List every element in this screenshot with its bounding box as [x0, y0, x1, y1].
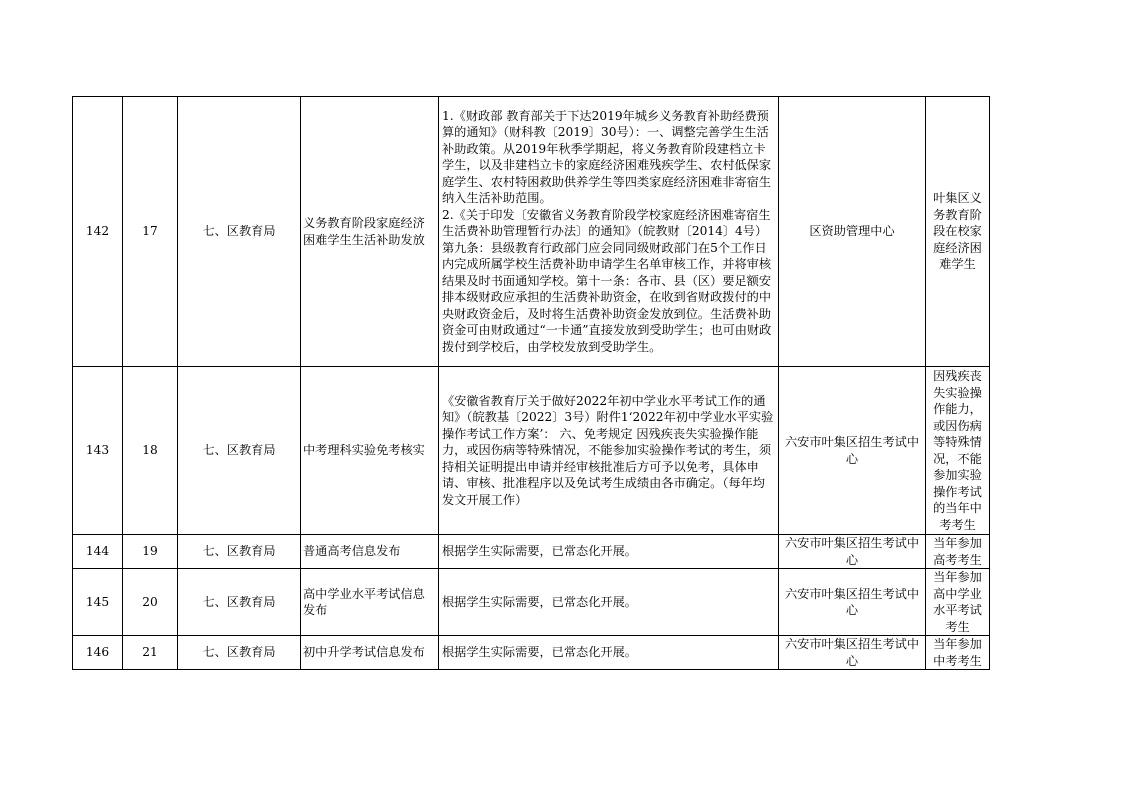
- row-agency-cell: 六安市叶集区招生考试中心: [779, 367, 926, 535]
- table-row: [73, 535, 990, 569]
- row-target-cell: 当年参加高考考生: [926, 535, 990, 569]
- row-item-cell: 普通高考信息发布: [301, 535, 439, 569]
- service-table: [72, 96, 990, 670]
- row-basis-text: 1.《财政部 教育部关于下达2019年城乡义务教育补助经费预算的通知》（财科教〔2019〕30号）：一、调整完善学生生活补助政策。从2019年秋季学期起，将义务教育阶段建档立卡学生，以及非建档立卡的家庭经济困难残疾学生、农村低保家庭学生、农村特困救助供养学生等四类家庭经济困难非寄宿生纳入生活补助范围。 2.《关于印发〔安徽省义务教育阶段学校家庭经济困难寄宿生生活费补助管理暂行办法〕的通知》（皖教财〔2014〕4号）第九条：县级教育行政部门应会同同级财政部门在5个工作日内完成所属学校生活费补助申请学生名单审核工作，并将审核结果及时书面通知学校。第十一条：各市、县（区）要足额安排本级财政应承担的生活费补助资金，在收到省财政拨付的中央财政资金后，及时将生活费补助资金发放到位。生活费补助资金可由财政通过“一卡通”直接发放到受助学生；也可由财政拨付到学校后，由学校发放到受助学生。: [442, 108, 772, 354]
- row-agency-cell: 区资助管理中心: [779, 97, 926, 367]
- row-basis-cell: [439, 636, 779, 670]
- row-basis-text: 根据学生实际需要，已常态化开展。: [442, 645, 637, 660]
- row-seq-cell: 145: [73, 569, 123, 636]
- table-row: [73, 367, 990, 535]
- row-basis-cell: [439, 367, 779, 535]
- row-seq-cell: 142: [73, 97, 123, 367]
- row-agency-cell: 六安市叶集区招生考试中心: [779, 569, 926, 636]
- row-item-cell: 高中学业水平考试信息发布: [301, 569, 439, 636]
- row-item-cell: 中考理科实验免考核实: [301, 367, 439, 535]
- row-sub-seq-cell: 20: [123, 569, 178, 636]
- row-sub-seq-cell: 18: [123, 367, 178, 535]
- row-item-cell: 初中升学考试信息发布: [301, 636, 439, 670]
- row-basis-cell: [439, 535, 779, 569]
- row-department-cell: 七、区教育局: [178, 636, 301, 670]
- row-basis-text: 根据学生实际需要，已常态化开展。: [442, 544, 637, 559]
- row-target-cell: 因残疾丧失实验操作能力，或因伤病等特殊情况，不能参加实验操作考试的当年中考考生: [926, 367, 990, 535]
- row-seq-cell: 144: [73, 535, 123, 569]
- row-basis-cell: [439, 97, 779, 367]
- table-row: [73, 569, 990, 636]
- row-basis-text: 《安徽省教育厅关于做好2022年初中学业水平考试工作的通知》（皖教基〔2022〕3号）附件1‘2022年初中学业水平实验操作考试工作方案’： 六、免考规定 因残疾丧失实验操作能力，或因伤病等特殊情况，不能参加实验操作考试的考生，须持相关证明提出申请并经审核批准后方可予以免考，具体申请、审核、批准程序以及免试考生成绩由各市确定。（每年均发文开展工作）: [442, 393, 774, 507]
- table-row: [73, 97, 990, 367]
- row-target-cell: 当年参加中考考生: [926, 636, 990, 670]
- row-department-cell: 七、区教育局: [178, 97, 301, 367]
- row-agency-cell: 六安市叶集区招生考试中心: [779, 636, 926, 670]
- row-seq-cell: 146: [73, 636, 123, 670]
- row-seq-cell: 143: [73, 367, 123, 535]
- row-basis-text: 根据学生实际需要，已常态化开展。: [442, 594, 637, 609]
- row-department-cell: 七、区教育局: [178, 535, 301, 569]
- table-row: [73, 636, 990, 670]
- row-target-cell: 当年参加高中学业水平考试考生: [926, 569, 990, 636]
- row-sub-seq-cell: 17: [123, 97, 178, 367]
- row-sub-seq-cell: 19: [123, 535, 178, 569]
- row-basis-cell: [439, 569, 779, 636]
- row-sub-seq-cell: 21: [123, 636, 178, 670]
- row-target-cell: 叶集区义务教育阶段在校家庭经济困难学生: [926, 97, 990, 367]
- row-item-cell: 义务教育阶段家庭经济困难学生生活补助发放: [301, 97, 439, 367]
- row-department-cell: 七、区教育局: [178, 569, 301, 636]
- row-agency-cell: 六安市叶集区招生考试中心: [779, 535, 926, 569]
- row-department-cell: 七、区教育局: [178, 367, 301, 535]
